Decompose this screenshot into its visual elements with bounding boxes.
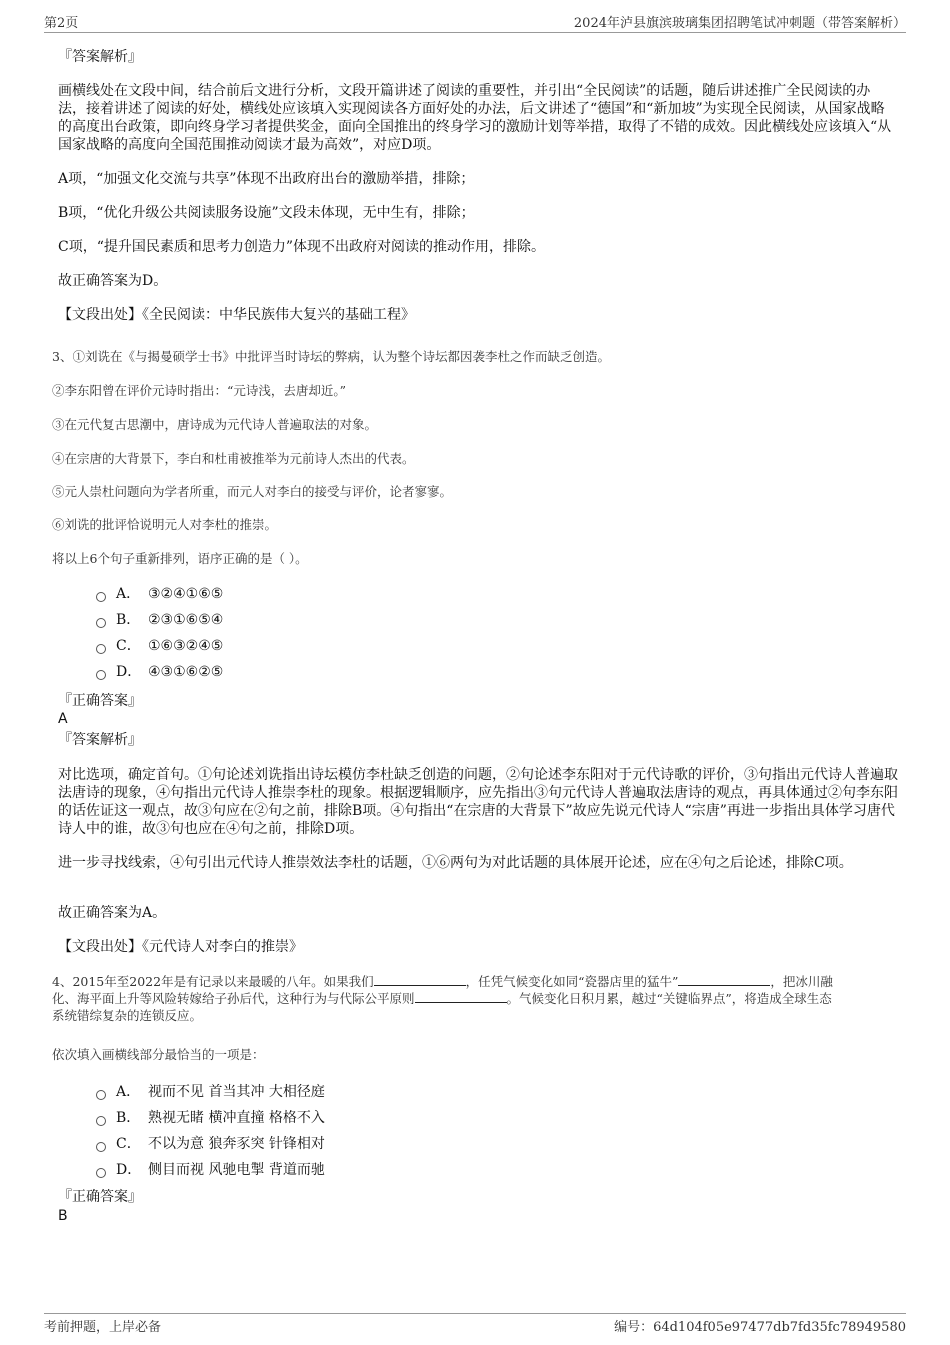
q4-option-d[interactable]: D． 侧目而视 风驰电掣 背道而驰 — [96, 1161, 325, 1179]
page-header — [44, 12, 906, 33]
document-title: 2024年泸县旗滨玻璃集团招聘笔试冲刺题（带答案解析） — [573, 16, 906, 31]
q3-option-a[interactable]: A． ③②④①⑥⑤ — [96, 585, 223, 603]
q2-analysis-paragraph: 画横线处在文段中间，结合前后文进行分析，文段开篇讲述了阅读的重要性，并引出“全民阅读”的话题，随后讲述推广全民阅读的办法，接着讲述了阅读的好处，横线处应该填入实现阅读各方面好处的办法，后文讲述了“德国”和“新加坡”为实现全民阅读，从国家战略的高度出台政策，即向终身学习者提供奖金，面向全国推出的终身学习的激励计划等举措，取得了不错的成效。因此横线处应该填入“从国家战略的高度向全国范围推动阅读才最为高效”，对应D项。 — [58, 83, 892, 153]
page-number: 第2页 — [44, 16, 79, 31]
q4-answer: B — [58, 1208, 68, 1224]
q4-answer-heading: 『正确答案』 — [58, 1189, 142, 1205]
radio-button[interactable] — [96, 670, 106, 680]
document-id: 编号：64d104f05e97477db7fd35fc78949580 — [614, 1320, 906, 1335]
q3-sentence-1: 3、①刘诜在《与揭曼硕学士书》中批评当时诗坛的弊病，认为整个诗坛都因袭李杜之作而缺乏创造。 — [52, 349, 610, 364]
q3-answer: A — [58, 711, 68, 727]
q3-option-b[interactable]: B． ②③①⑥⑤④ — [96, 611, 223, 629]
radio-button[interactable] — [96, 644, 106, 654]
q4-stem: 4、2015年至2022年是有记录以来最暖的八年。如果我们 ，任凭气候变化如同“瓷器店里的猛牛” ，把冰川融 化、海平面上升等风险转嫁给子孙后代，这种行为与代际公平原则 。气候变化日积月累，越过“关键临界点”，将造成全球生态 系统错综复杂的连锁反应。 — [52, 974, 833, 1023]
fill-blank-2 — [678, 973, 770, 986]
q2-source: 【文段出处】《全民阅读：中华民族伟大复兴的基础工程》 — [58, 307, 415, 323]
footer-slogan: 考前押题，上岸必备 — [44, 1320, 162, 1335]
q2-analysis-option-c: C项，“提升国民素质和思考力创造力”体现不出政府对阅读的推动作用，排除。 — [58, 239, 546, 255]
q4-prompt: 依次填入画横线部分最恰当的一项是： — [52, 1047, 265, 1062]
q3-analysis-heading: 『答案解析』 — [58, 732, 142, 748]
q2-analysis-heading: 『答案解析』 — [58, 49, 142, 65]
q3-answer-heading: 『正确答案』 — [58, 693, 142, 709]
q4-option-a[interactable]: A． 视而不见 首当其冲 大相径庭 — [96, 1083, 325, 1101]
radio-button[interactable] — [96, 592, 106, 602]
q4-option-c[interactable]: C． 不以为意 狼奔豕突 针锋相对 — [96, 1135, 325, 1153]
q3-sentence-3: ③在元代复古思潮中，唐诗成为元代诗人普遍取法的对象。 — [52, 417, 378, 432]
fill-blank-3 — [415, 990, 507, 1003]
q3-sentence-6: ⑥刘诜的批评恰说明元人对李杜的推崇。 — [52, 517, 278, 532]
q3-option-c[interactable]: C． ①⑥③②④⑤ — [96, 637, 223, 655]
q3-option-d[interactable]: D． ④③①⑥②⑤ — [96, 663, 223, 681]
q3-conclusion: 故正确答案为A。 — [58, 905, 167, 921]
radio-button[interactable] — [96, 618, 106, 628]
q3-analysis-paragraph-1: 对比选项，确定首句。①句论述刘诜指出诗坛模仿李杜缺乏创造的问题，②句论述李东阳对于元代诗歌的评价，③句指出元代诗人普遍取法唐诗的现象，④句指出元代诗人推崇李杜的现象。根据逻辑顺序，应先指出③句元代诗人普遍取法唐诗的观点，再具体通过②句李东阳的话佐证这一观点，故③句应在②句之前，排除B项。④句指出“在宗唐的大背景下”故应先说元代诗人“宗唐”再进一步指出具体学习唐代诗人中的谁，故③句也应在④句之前，排除D项。 — [58, 767, 898, 837]
fill-blank-1 — [374, 973, 466, 986]
q3-prompt: 将以上6个句子重新排列，语序正确的是（ ）。 — [52, 551, 308, 566]
q3-analysis-paragraph-2: 进一步寻找线索，④句引出元代诗人推崇效法李杜的话题，①⑥两句为对此话题的具体展开论述，应在④句之后论述，排除C项。 — [58, 855, 853, 871]
q3-sentence-5: ⑤元人崇杜问题向为学者所重，而元人对李白的接受与评价，论者寥寥。 — [52, 484, 453, 499]
q3-sentence-2: ②李东阳曾在评价元诗时指出：“元诗浅，去唐却近。” — [52, 383, 347, 398]
q3-sentence-4: ④在宗唐的大背景下，李白和杜甫被推举为元前诗人杰出的代表。 — [52, 451, 415, 466]
q2-conclusion: 故正确答案为D。 — [58, 273, 168, 289]
page-footer — [44, 1313, 906, 1335]
radio-button[interactable] — [96, 1142, 106, 1152]
q2-analysis-option-b: B项，“优化升级公共阅读服务设施”文段未体现，无中生有，排除； — [58, 205, 475, 221]
radio-button[interactable] — [96, 1116, 106, 1126]
q2-analysis-option-a: A项，“加强文化交流与共享”体现不出政府出台的激励举措，排除； — [58, 171, 475, 187]
q3-source: 【文段出处】《元代诗人对李白的推崇》 — [58, 939, 303, 955]
q4-option-b[interactable]: B． 熟视无睹 横冲直撞 格格不入 — [96, 1109, 325, 1127]
radio-button[interactable] — [96, 1168, 106, 1178]
radio-button[interactable] — [96, 1090, 106, 1100]
